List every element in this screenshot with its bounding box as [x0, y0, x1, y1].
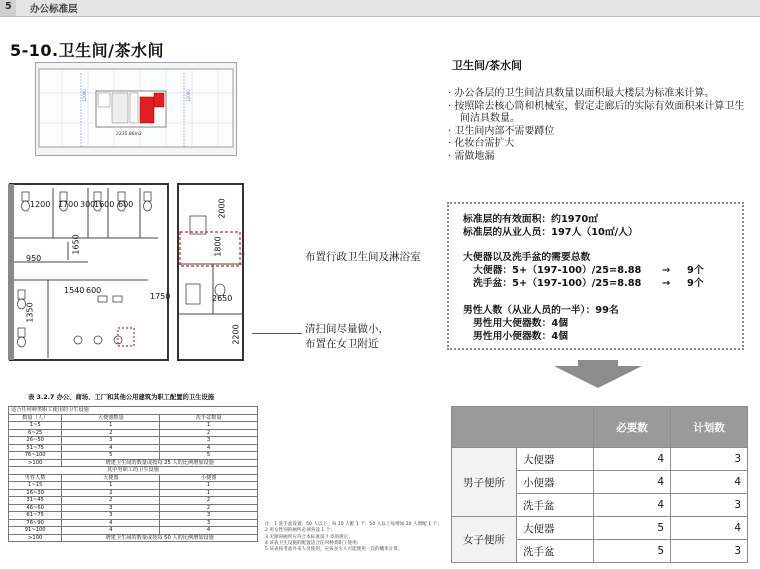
down-arrow-icon: [554, 366, 642, 388]
overview-floor-plan: [35, 62, 237, 156]
note-item: 4 该表卫生设施的配置适合任何种类职工使用；: [265, 540, 362, 546]
dim-600: 600: [118, 200, 134, 209]
calc-staff: 标准层的从业人员：197人（10㎡/人）: [463, 227, 638, 238]
overview-plan-drawing: [36, 63, 236, 155]
planned-cell: 3: [671, 540, 748, 563]
planned-cell: 4: [671, 517, 748, 540]
cell: 2: [160, 504, 258, 512]
note-item: 5 该表按考虑外来人员使用，应按多少人可能使用一次的概率计算。: [265, 547, 403, 553]
requirement-item: · 需做地漏: [448, 150, 495, 162]
sec1-header: 洗手盆数量: [160, 414, 258, 422]
dim-2000: 2000: [217, 198, 227, 219]
table-row: [452, 517, 748, 540]
sec2-header: 男性人数: [9, 474, 62, 482]
sec1-title: 适合任何种类职工使用的卫生设施: [9, 407, 258, 415]
dim-1650: 1650: [71, 234, 81, 255]
required-cell: 4: [594, 448, 671, 471]
section-heading: 卫生间/茶水间: [452, 59, 523, 72]
required-cell: 4: [594, 471, 671, 494]
table-corner: [452, 407, 594, 448]
cell: 3: [160, 437, 258, 445]
calculation-box: [447, 202, 744, 350]
cell: 1~5: [9, 422, 62, 430]
sec2-header: 小便器: [160, 474, 258, 482]
overview-area-label: 2235.86m2: [116, 132, 142, 137]
item-cell: 洗手盆: [517, 540, 594, 563]
page-title: 5-10.卫生间/茶水间: [10, 41, 164, 60]
planned-cell: 3: [671, 448, 748, 471]
table-row: [452, 448, 748, 471]
calc-toilet: 大便器：5+（197-100）/25=8.88: [473, 265, 642, 276]
group-female: 女子便所: [452, 517, 517, 563]
fixture-count-table: [451, 406, 748, 563]
cell: 76~90: [9, 519, 62, 527]
cell: 61~75: [9, 512, 62, 520]
cell: 2: [62, 497, 160, 505]
calc-toilet-result: 9个: [687, 265, 704, 276]
requirement-item: · 化妆台需扩大: [448, 138, 515, 150]
calc-need-title: 大便器以及洗手盆的需要总数: [463, 252, 591, 263]
callout-exec-toilet: 布置行政卫生间及淋浴室: [305, 251, 421, 263]
calc-basin: 洗手盆：5+（197-100）/25=8.88: [473, 278, 642, 289]
cell: 4: [160, 527, 258, 535]
section-title: 办公标准层: [30, 4, 78, 15]
group-male: 男子便所: [452, 448, 517, 517]
planned-cell: 4: [671, 471, 748, 494]
cell: 2: [160, 429, 258, 437]
dim-1200: 1200: [30, 200, 51, 209]
cell: 76~100: [9, 452, 62, 460]
dim-1540: 1540: [64, 286, 85, 295]
dim-1800: 1800: [213, 236, 223, 257]
item-cell: 洗手盆: [517, 494, 594, 517]
dim-1350: 1350: [25, 302, 35, 323]
planned-cell: 3: [671, 494, 748, 517]
cell: 51~75: [9, 444, 62, 452]
calc-area: 标准层的有效面积：约1970㎡: [463, 214, 599, 225]
section-number: 5: [5, 1, 12, 12]
sec2-title: 其中男职工的卫生设施: [9, 467, 258, 475]
standard-table: [8, 406, 258, 542]
cell: 增建卫生间的数量或按每 25 人的比例增加设施: [62, 459, 258, 467]
dim-1700: 1700: [58, 200, 79, 209]
sec1-header: 大便器数量: [62, 414, 160, 422]
cell: 31~45: [9, 497, 62, 505]
requirement-item: · 按照除去核心筒和机械室，假定走廊后的实际有效面积来计算卫生间洁具数量。: [448, 100, 745, 125]
calc-male-urinal: 男性用小便器数：4個: [473, 331, 568, 342]
dim-2200: 2200: [231, 324, 241, 345]
dim-600-b: 600: [86, 286, 102, 295]
calc-male-count: 男性人数（从业人员的一半）：99名: [463, 305, 619, 316]
item-cell: 大便器: [517, 517, 594, 540]
requirement-item: · 卫生间内部不需要蹲位: [448, 125, 555, 137]
cell: 91~100: [9, 527, 62, 535]
standard-notes: [265, 522, 445, 553]
required-cell: 5: [594, 540, 671, 563]
note-item: 注：1 洗手盆设置：50 人以下，每 10 人配 1 个；50 人以上每增加 20 人增配 1 个；: [265, 522, 442, 527]
cell: 5: [62, 452, 160, 460]
requirement-item: · 办公各层的卫生间洁具数量以面积最大楼层为标准来计算。: [448, 88, 715, 99]
col-planned: 计划数: [671, 407, 748, 448]
required-cell: 4: [594, 494, 671, 517]
cell: 1: [62, 482, 160, 490]
cell: 3: [160, 512, 258, 520]
cell: 5: [160, 452, 258, 460]
dim-1750: 1750: [150, 292, 171, 301]
col-required: 必要数: [594, 407, 671, 448]
cell: >100: [9, 534, 62, 542]
cell: 46~60: [9, 504, 62, 512]
callout-janitor-leader: [252, 333, 302, 334]
sec1-header: 数量（人）: [9, 414, 62, 422]
overview-dim-left: 12000: [81, 89, 87, 102]
cell: 3: [160, 519, 258, 527]
cell: 1: [160, 422, 258, 430]
dim-950: 950: [26, 254, 42, 263]
cell: 3: [62, 512, 160, 520]
cell: 1: [160, 489, 258, 497]
dim-2650: 2650: [212, 294, 233, 303]
cell: 3: [62, 504, 160, 512]
cell: 26~50: [9, 437, 62, 445]
callout-janitor-line2: 布置在女卫附近: [305, 338, 379, 350]
cell: 3: [62, 437, 160, 445]
cell: 1: [62, 422, 160, 430]
note-item: 3 无障碍厕所应符合本标准第 ? 章的规定；: [265, 534, 353, 540]
item-cell: 大便器: [517, 448, 594, 471]
item-cell: 小便器: [517, 471, 594, 494]
cell: 1~15: [9, 482, 62, 490]
calc-male-toilet: 男性用大便器数：4個: [473, 318, 568, 329]
callout-janitor: [305, 322, 389, 352]
cell: 16~30: [9, 489, 62, 497]
dim-300: 300: [80, 200, 96, 209]
cell: 4: [62, 444, 160, 452]
toilet-floor-plan: [8, 180, 245, 365]
callout-janitor-line1: 清扫间尽量做小，: [305, 323, 389, 335]
cell: 1: [160, 482, 258, 490]
note-item: 2 男女性别的厕所必须各设 1 个；: [265, 528, 335, 534]
calc-toilet-arrow: →: [662, 265, 671, 276]
cell: 2: [62, 489, 160, 497]
standard-table-caption: 表 3.2.7 办公、商场、工厂和其他公用建筑为职工配置的卫生设施: [28, 394, 215, 401]
overview-dim-right: 12000: [185, 89, 191, 102]
cell: >100: [9, 459, 62, 467]
cell: 4: [160, 444, 258, 452]
cell: 2: [62, 429, 160, 437]
section-header-bar: [0, 0, 760, 17]
calc-basin-arrow: →: [662, 278, 671, 289]
calc-basin-result: 9个: [687, 278, 704, 289]
required-cell: 5: [594, 517, 671, 540]
cell: 2: [160, 497, 258, 505]
standard-table-block: [8, 392, 263, 542]
cell: 6~25: [9, 429, 62, 437]
dim-1600: 1600: [94, 200, 115, 209]
cell: 4: [62, 527, 160, 535]
cell: 增建卫生间的数量或按每 50 人的比例增加设施: [62, 534, 258, 542]
sec2-header: 大便器: [62, 474, 160, 482]
cell: 4: [62, 519, 160, 527]
requirements-list: [448, 88, 753, 164]
